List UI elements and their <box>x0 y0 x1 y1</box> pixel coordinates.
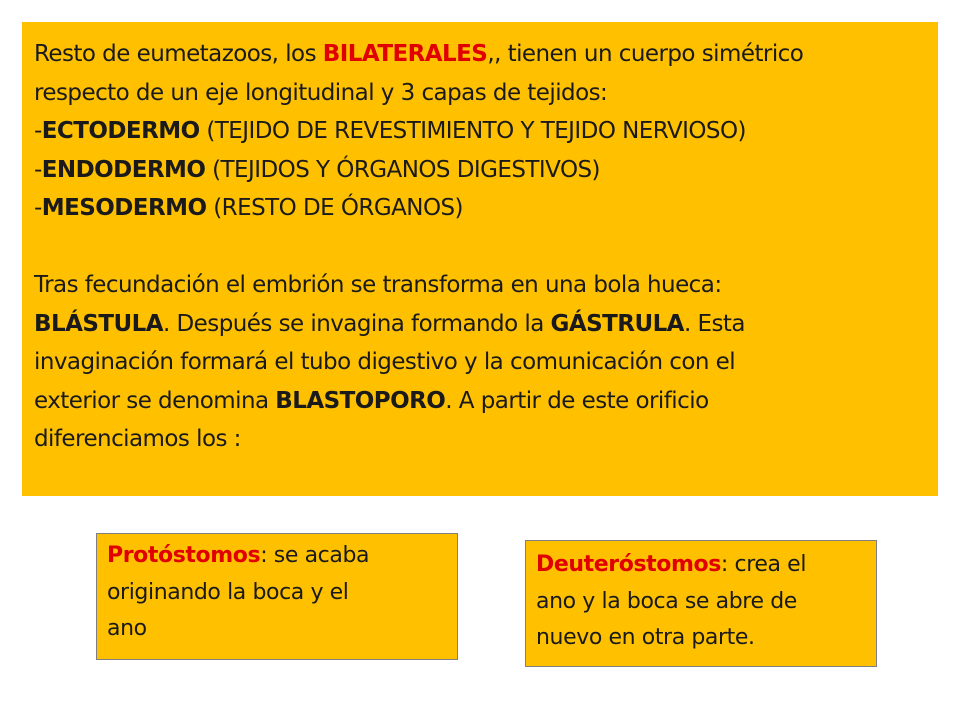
deuterostomos-line-1: Deuteróstomos: crea el <box>536 552 807 577</box>
blastula-line-5: diferenciamos los : <box>34 426 241 452</box>
paragraph-gap <box>34 228 928 267</box>
intro-line-2: respecto de un eje longitudinal y 3 capas de tejidos: <box>34 79 608 106</box>
mesodermo-term: MESODERMO <box>41 195 207 221</box>
gastrula-term: GÁSTRULA <box>550 310 684 337</box>
ectodermo-term: ECTODERMO <box>41 118 200 144</box>
deuterostomos-box <box>525 540 877 667</box>
intro-line-1: Resto de eumetazoos, los BILATERALES,, tienen un cuerpo simétrico <box>34 41 804 67</box>
protostomos-term: Protóstomos <box>107 543 261 568</box>
bilaterales-text-box <box>22 22 938 496</box>
blastula-line-2: BLÁSTULA. Después se invagina formando la GÁSTRULA. Esta <box>34 310 745 337</box>
blastula-term: BLÁSTULA <box>34 310 163 337</box>
blastula-line-3: invaginación formará el tubo digestivo y la comunicación con el <box>34 349 736 375</box>
protostomos-line-2: originando la boca y el <box>107 579 349 605</box>
endodermo-term: ENDODERMO <box>41 156 206 183</box>
bilaterales-term: BILATERALES <box>322 41 488 67</box>
protostomos-box <box>96 533 458 660</box>
endodermo-line: -ENDODERMO (TEJIDOS Y ÓRGANOS DIGESTIVOS) <box>34 156 600 183</box>
deuterostomos-line-3: nuevo en otra parte. <box>536 625 755 650</box>
deuterostomos-term: Deuteróstomos <box>536 552 721 577</box>
protostomos-line-1: Protóstomos: se acaba <box>107 543 370 568</box>
deuterostomos-line-2: ano y la boca se abre de <box>536 588 797 614</box>
protostomos-line-3: ano <box>107 616 147 641</box>
blastula-line-4: exterior se denomina BLASTOPORO. A partir de este orificio <box>34 387 709 414</box>
blastula-line-1: Tras fecundación el embrión se transforma en una bola hueca: <box>34 272 722 298</box>
blastoporo-term: BLASTOPORO <box>275 387 446 414</box>
ectodermo-line: -ECTODERMO (TEJIDO DE REVESTIMIENTO Y TEJIDO NERVIOSO) <box>34 118 746 144</box>
mesodermo-line: -MESODERMO (RESTO DE ÓRGANOS) <box>34 195 463 221</box>
